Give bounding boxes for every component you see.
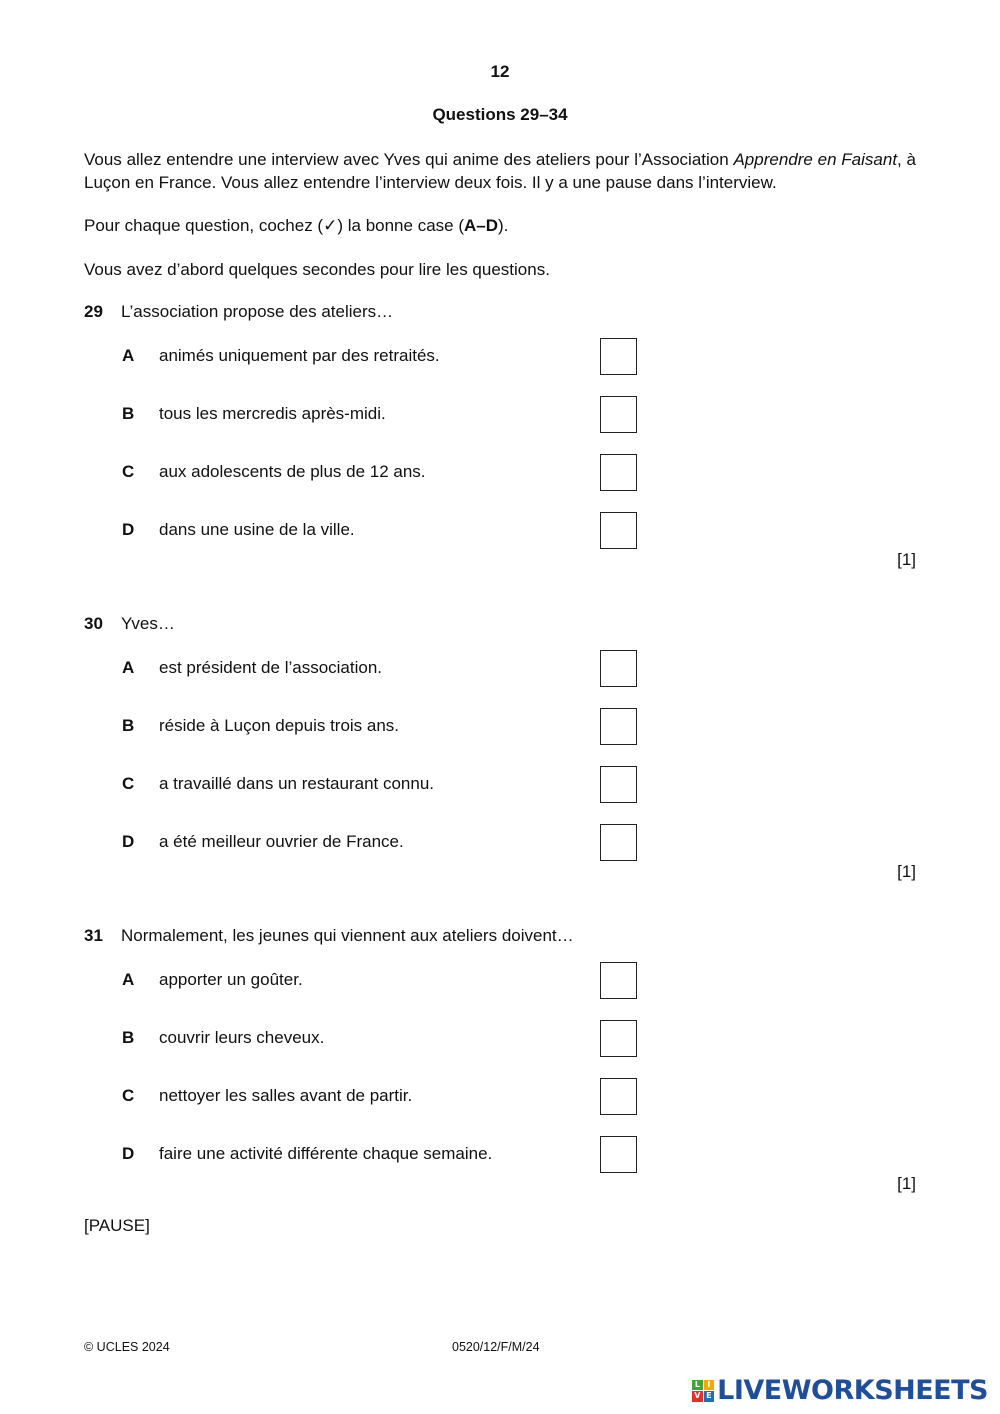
footer-copyright: © UCLES 2024	[84, 1340, 170, 1354]
mark-allocation: [1]	[897, 550, 916, 569]
answer-checkbox[interactable]	[600, 1020, 637, 1057]
reading-time-paragraph: Vous avez d’abord quelques secondes pour lire les questions.	[84, 260, 550, 279]
answer-checkbox[interactable]	[600, 1078, 637, 1115]
option-text: apporter un goûter.	[159, 970, 303, 989]
question-number: 29	[84, 302, 103, 321]
option-letter: A	[122, 346, 135, 365]
option-letter: C	[122, 462, 135, 481]
option-text: aux adolescents de plus de 12 ans.	[159, 462, 426, 481]
option-letter: A	[122, 658, 135, 677]
option-text: a travaillé dans un restaurant connu.	[159, 774, 435, 793]
question-number: 30	[84, 614, 103, 633]
instruction-paragraph	[84, 214, 916, 237]
question-stem: Normalement, les jeunes qui viennent aux ateliers doivent…	[121, 926, 574, 945]
association-name: Apprendre en Faisant	[733, 150, 898, 169]
option-letter: C	[122, 1086, 135, 1105]
option-text: dans une usine de la ville.	[159, 520, 355, 539]
question-number: 31	[84, 926, 103, 945]
logo-tile: V	[692, 1391, 703, 1402]
option-letter: A	[122, 970, 135, 989]
option-letter: D	[122, 1144, 135, 1163]
section-title: Questions 29–34	[432, 105, 568, 124]
logo-tile: E	[704, 1391, 715, 1402]
footer-code: 0520/12/F/M/24	[452, 1340, 540, 1354]
answer-checkbox[interactable]	[600, 1136, 637, 1173]
answer-checkbox[interactable]	[600, 708, 637, 745]
liveworksheets-text: LIVEWORKSHEETS	[717, 1375, 988, 1406]
option-text: est président de l’association.	[159, 658, 383, 677]
option-text: faire une activité différente chaque semaine.	[159, 1144, 493, 1163]
liveworksheets-logo	[692, 1375, 988, 1406]
instruction-text-end: ).	[498, 216, 509, 235]
answer-checkbox[interactable]	[600, 650, 637, 687]
mark-allocation: [1]	[897, 862, 916, 881]
logo-tile: L	[692, 1380, 703, 1391]
option-letter: B	[122, 404, 135, 423]
question-stem: L’association propose des ateliers…	[121, 302, 394, 321]
mark-allocation: [1]	[897, 1174, 916, 1193]
check-mark-icon: ✓	[323, 216, 338, 235]
option-text: nettoyer les salles avant de partir.	[159, 1086, 413, 1105]
liveworksheets-icon	[692, 1380, 714, 1402]
intro-text-end: , à Luçon en France. Vous allez entendre l’interview deux fois. Il y a une pause dans l’interview.	[84, 150, 916, 192]
option-text: animés uniquement par des retraités.	[159, 346, 440, 365]
option-letter: D	[122, 520, 135, 539]
intro-paragraph	[84, 148, 916, 194]
option-range: A–D	[464, 216, 499, 235]
answer-checkbox[interactable]	[600, 512, 637, 549]
option-text: tous les mercredis après-midi.	[159, 404, 386, 423]
option-text: réside à Luçon depuis trois ans.	[159, 716, 400, 735]
answer-checkbox[interactable]	[600, 338, 637, 375]
logo-tile: I	[704, 1380, 715, 1391]
page-number: 12	[490, 62, 510, 81]
option-letter: B	[122, 1028, 135, 1047]
answer-checkbox[interactable]	[600, 962, 637, 999]
option-letter: C	[122, 774, 135, 793]
answer-checkbox[interactable]	[600, 396, 637, 433]
answer-checkbox[interactable]	[600, 824, 637, 861]
answer-checkbox[interactable]	[600, 454, 637, 491]
pause-label: [PAUSE]	[84, 1216, 150, 1235]
option-letter: B	[122, 716, 135, 735]
answer-checkbox[interactable]	[600, 766, 637, 803]
option-letter: D	[122, 832, 135, 851]
option-text: a été meilleur ouvrier de France.	[159, 832, 404, 851]
question-stem: Yves…	[121, 614, 175, 633]
intro-text: Vous allez entendre une interview avec Yves qui anime des ateliers pour l’Association	[84, 150, 734, 169]
instruction-text-middle: ) la bonne case (	[337, 216, 464, 235]
option-text: couvrir leurs cheveux.	[159, 1028, 325, 1047]
instruction-text: Pour chaque question, cochez (	[84, 216, 324, 235]
